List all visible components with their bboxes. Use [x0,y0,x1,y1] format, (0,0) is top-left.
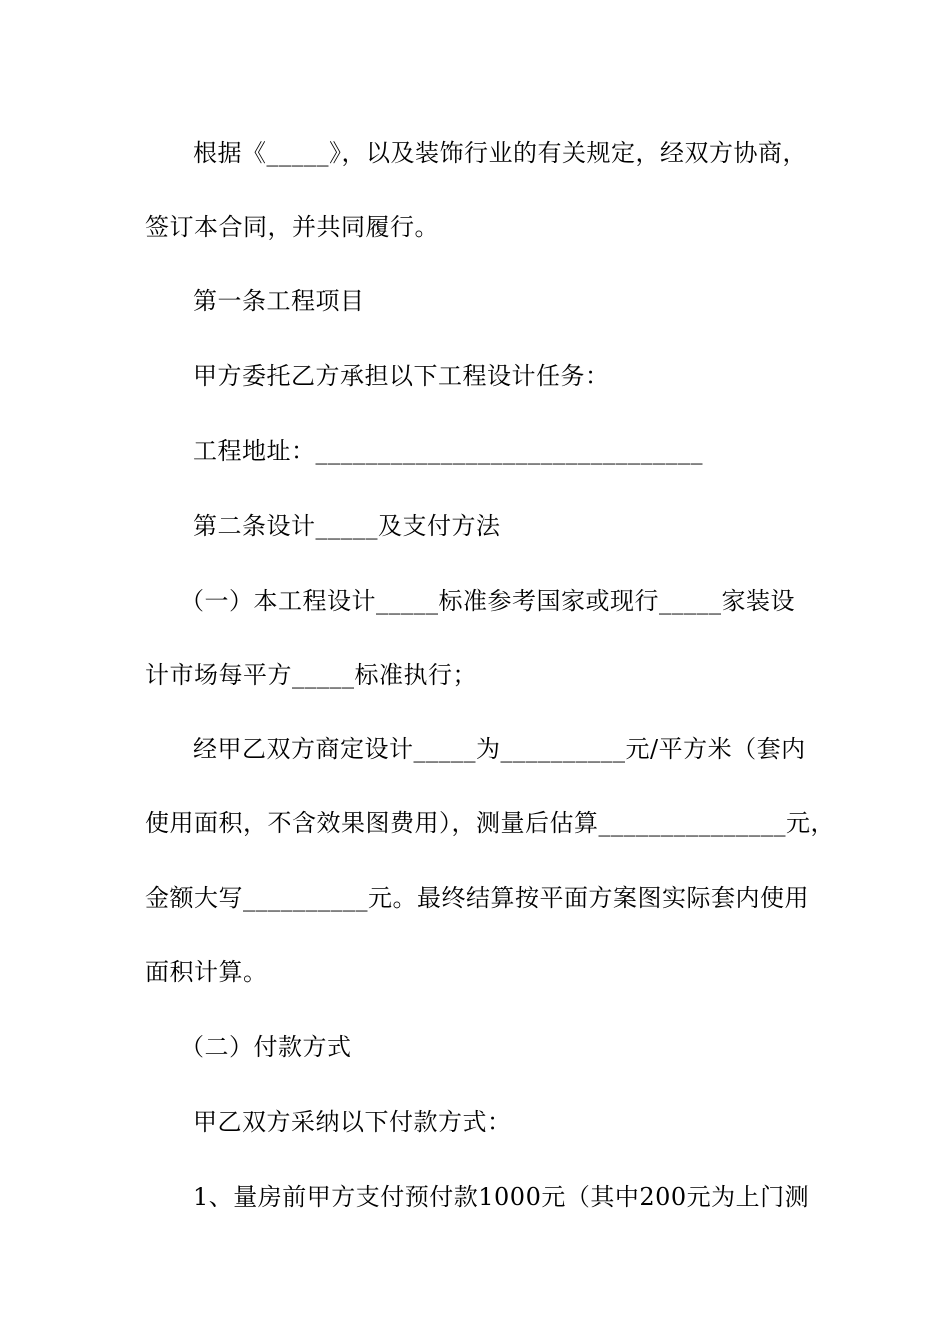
fee-paragraph-line-3: 金额大写__________元。最终结算按平面方案图实际套内使用 [145,884,809,912]
article-1-text: 甲方委托乙方承担以下工程设计任务： [193,362,610,390]
article-1-heading: 第一条工程项目 [193,287,365,315]
clause-1-line-1: （一）本工程设计_____标准参考国家或现行_____家装设 [180,587,795,615]
payment-intro: 甲乙双方采纳以下付款方式： [193,1108,512,1136]
paragraph-basis-line-1: 根据《_____》，以及装饰行业的有关规定，经双方协商， [193,139,807,167]
article-2-heading: 第二条设计_____及支付方法 [193,512,501,540]
paragraph-basis-line-2: 签订本合同，并共同履行。 [145,213,439,241]
fee-paragraph-line-1: 经甲乙双方商定设计_____为__________元/平方米（套内 [193,735,806,763]
clause-1-line-2: 计市场每平方_____标准执行； [145,661,477,689]
fee-paragraph-line-2: 使用面积，不含效果图费用），测量后估算_______________元， [145,809,835,837]
project-address-field: 工程地址：_______________________________ [193,437,703,465]
clause-2-heading: （二）付款方式 [180,1033,352,1061]
fee-paragraph-line-4: 面积计算。 [145,958,268,986]
payment-item-1: 1、量房前甲方支付预付款1000元（其中200元为上门测 [193,1183,810,1211]
